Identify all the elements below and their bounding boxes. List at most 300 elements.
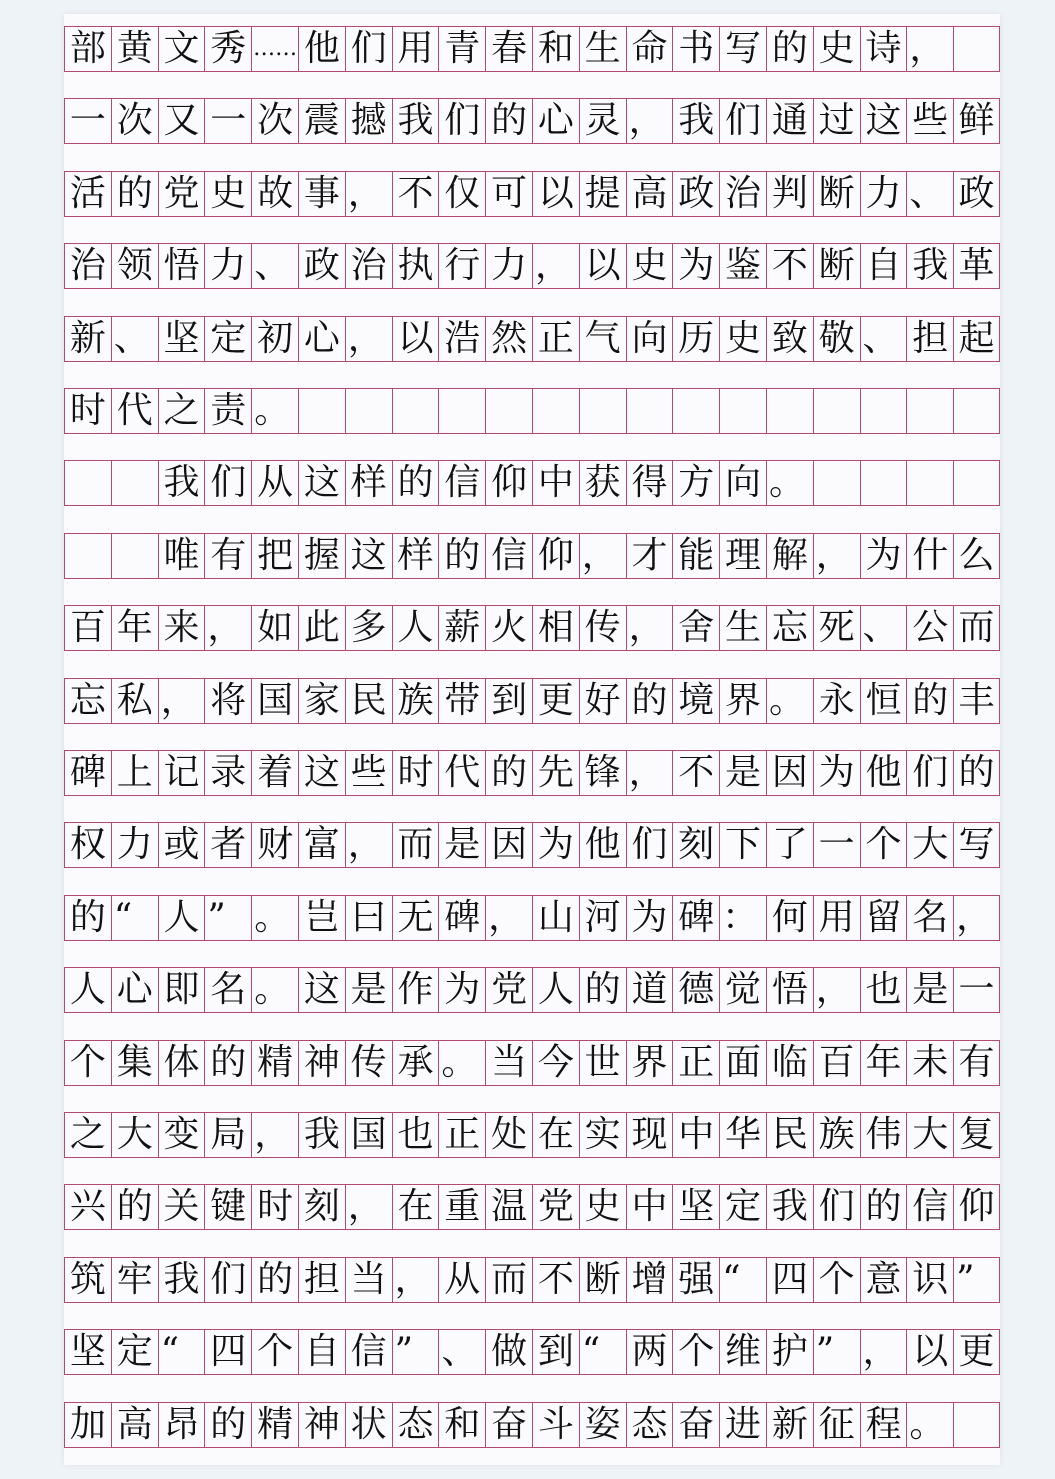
grid-cell: 正	[532, 317, 579, 361]
grid-cell: “	[158, 1330, 205, 1374]
grid-cell: 年	[111, 606, 158, 650]
grid-cell: 面	[719, 1041, 766, 1085]
grid-cell: 一	[64, 99, 111, 143]
grid-cell: 大	[906, 823, 953, 867]
grid-cell: ，	[485, 896, 532, 940]
grid-cell: 来	[158, 606, 205, 650]
grid-cell: 强	[672, 1258, 719, 1302]
grid-cell: 人	[392, 606, 439, 650]
grid-cell: 悟	[766, 968, 813, 1012]
grid-cell: 时	[64, 389, 111, 433]
grid-cell: 写	[719, 27, 766, 71]
grid-cell: 是	[345, 968, 392, 1012]
grid-cell: 实	[579, 1113, 626, 1157]
grid-cell: 们	[719, 99, 766, 143]
grid-cell: 带	[438, 679, 485, 723]
grid-cell: 从	[251, 461, 298, 505]
grid-cell: 心	[298, 317, 345, 361]
grid-cell: 正	[438, 1113, 485, 1157]
grid-cell: ，	[158, 679, 205, 723]
grid-cell: 富	[298, 823, 345, 867]
grid-cell: ，	[204, 606, 251, 650]
grid-cell: 。	[766, 461, 813, 505]
grid-cell: 代	[111, 389, 158, 433]
grid-cell: 国	[251, 679, 298, 723]
grid-cell: 握	[298, 534, 345, 578]
grid-cell: 忘	[766, 606, 813, 650]
grid-cell: 可	[485, 172, 532, 216]
grid-cell: 大	[906, 1113, 953, 1157]
grid-row	[64, 460, 1000, 506]
grid-cell: 牢	[111, 1258, 158, 1302]
grid-cell: 财	[251, 823, 298, 867]
grid-cell: 境	[672, 679, 719, 723]
grid-cell: 此	[298, 606, 345, 650]
grid-cell: 自	[860, 244, 907, 288]
grid-cell: 民	[345, 679, 392, 723]
grid-cell: 因	[485, 823, 532, 867]
grid-cell: 又	[158, 99, 205, 143]
grid-cell: 个	[251, 1330, 298, 1374]
grid-cell: 精	[251, 1041, 298, 1085]
grid-cell: 的	[111, 1185, 158, 1229]
grid-cell: 国	[345, 1113, 392, 1157]
grid-cell: 名	[906, 896, 953, 940]
grid-cell: 的	[485, 99, 532, 143]
grid-cell: ，	[953, 896, 1000, 940]
grid-cell: 复	[953, 1113, 1000, 1157]
grid-cell: ，	[345, 823, 392, 867]
grid-cell: 年	[860, 1041, 907, 1085]
grid-cell: 为	[626, 896, 673, 940]
grid-cell: 这	[298, 751, 345, 795]
grid-cell: 到	[532, 1330, 579, 1374]
grid-cell: 四	[204, 1330, 251, 1374]
grid-cell: 治	[64, 244, 111, 288]
grid-cell: 道	[626, 968, 673, 1012]
grid-cell: 悟	[158, 244, 205, 288]
grid-cell: 的	[766, 27, 813, 71]
grid-cell: 党	[158, 172, 205, 216]
grid-cell: 权	[64, 823, 111, 867]
grid-cell: 做	[485, 1330, 532, 1374]
grid-cell: 领	[111, 244, 158, 288]
grid-cell: 伟	[860, 1113, 907, 1157]
grid-cell: 程	[860, 1403, 907, 1447]
grid-cell: 或	[158, 823, 205, 867]
grid-cell: 治	[719, 172, 766, 216]
grid-cell	[719, 389, 766, 433]
grid-row	[64, 678, 1000, 724]
grid-cell: 当	[345, 1258, 392, 1302]
grid-cell: 也	[392, 1113, 439, 1157]
grid-cell: ，	[345, 317, 392, 361]
grid-cell	[111, 534, 158, 578]
grid-cell	[64, 534, 111, 578]
grid-cell: 舍	[672, 606, 719, 650]
grid-cell: 坚	[158, 317, 205, 361]
grid-cell: 传	[579, 606, 626, 650]
grid-cell: 党	[532, 1185, 579, 1229]
grid-cell: “	[719, 1258, 766, 1302]
grid-cell: 未	[906, 1041, 953, 1085]
grid-cell: 何	[766, 896, 813, 940]
grid-row	[64, 171, 1000, 217]
grid-cell: 的	[111, 172, 158, 216]
grid-cell: ，	[392, 1258, 439, 1302]
grid-cell: 私	[111, 679, 158, 723]
grid-cell: 样	[345, 461, 392, 505]
grid-cell: 坚	[672, 1185, 719, 1229]
grid-cell: 民	[766, 1113, 813, 1157]
grid-cell: 史	[204, 172, 251, 216]
grid-cell: 更	[953, 1330, 1000, 1374]
grid-cell: 们	[438, 99, 485, 143]
grid-cell: ”	[392, 1330, 439, 1374]
grid-cell: 黄	[111, 27, 158, 71]
grid-cell: 也	[860, 968, 907, 1012]
grid-cell	[860, 389, 907, 433]
grid-cell: 我	[766, 1185, 813, 1229]
grid-cell: 重	[438, 1185, 485, 1229]
grid-cell	[906, 389, 953, 433]
writing-sheet	[64, 14, 1000, 1465]
grid-cell	[298, 389, 345, 433]
grid-cell: 政	[298, 244, 345, 288]
grid-row	[64, 967, 1000, 1013]
grid-cell: 心	[532, 99, 579, 143]
grid-cell: 我	[906, 244, 953, 288]
grid-cell: 多	[345, 606, 392, 650]
grid-cell: 为	[438, 968, 485, 1012]
grid-cell: 意	[860, 1258, 907, 1302]
grid-cell: 护	[766, 1330, 813, 1374]
grid-cell: 仰	[532, 534, 579, 578]
grid-cell: 定	[111, 1330, 158, 1374]
grid-cell: 高	[626, 172, 673, 216]
grid-cell: ”	[953, 1258, 1000, 1302]
grid-cell: 政	[672, 172, 719, 216]
grid-cell: 历	[672, 317, 719, 361]
grid-cell: 山	[532, 896, 579, 940]
grid-cell: 因	[766, 751, 813, 795]
grid-cell: 的	[626, 679, 673, 723]
grid-cell: 次	[251, 99, 298, 143]
grid-cell: 向	[719, 461, 766, 505]
grid-cell	[532, 389, 579, 433]
grid-cell: 起	[953, 317, 1000, 361]
grid-cell: 信	[906, 1185, 953, 1229]
grid-cell: 这	[345, 534, 392, 578]
grid-cell: 提	[579, 172, 626, 216]
grid-cell: 部	[64, 27, 111, 71]
grid-cell: 的	[953, 751, 1000, 795]
grid-cell: 的	[251, 1258, 298, 1302]
grid-cell: 次	[111, 99, 158, 143]
grid-cell: 史	[813, 27, 860, 71]
grid-cell: 担	[906, 317, 953, 361]
grid-cell: 中	[626, 1185, 673, 1229]
grid-cell: 奋	[672, 1403, 719, 1447]
grid-cell: 薪	[438, 606, 485, 650]
grid-cell: 定	[204, 317, 251, 361]
grid-cell: 传	[345, 1041, 392, 1085]
grid-cell: 这	[298, 461, 345, 505]
grid-row	[64, 822, 1000, 868]
grid-cell: 大	[111, 1113, 158, 1157]
grid-cell: 鲜	[953, 99, 1000, 143]
grid-cell: 。	[251, 968, 298, 1012]
grid-cell: 加	[64, 1403, 111, 1447]
grid-cell: 以	[579, 244, 626, 288]
grid-cell: 些	[345, 751, 392, 795]
grid-cell: ，	[345, 172, 392, 216]
grid-cell: ”	[813, 1330, 860, 1374]
grid-cell: ，	[860, 1330, 907, 1374]
grid-cell: 书	[672, 27, 719, 71]
grid-cell: 们	[204, 461, 251, 505]
grid-cell: 百	[813, 1041, 860, 1085]
grid-cell: 震	[298, 99, 345, 143]
grid-cell: ，	[813, 968, 860, 1012]
grid-cell: 刻	[298, 1185, 345, 1229]
grid-cell: 、	[860, 606, 907, 650]
grid-cell: 。	[251, 389, 298, 433]
grid-cell: 有	[953, 1041, 1000, 1085]
grid-cell: 我	[672, 99, 719, 143]
grid-cell: 、	[860, 317, 907, 361]
grid-cell: 族	[392, 679, 439, 723]
grid-cell: 、	[438, 1330, 485, 1374]
grid-cell: 到	[485, 679, 532, 723]
grid-cell: 如	[251, 606, 298, 650]
grid-cell	[579, 389, 626, 433]
grid-cell: 什	[906, 534, 953, 578]
grid-cell: 态	[392, 1403, 439, 1447]
grid-cell: 行	[438, 244, 485, 288]
grid-cell: 处	[485, 1113, 532, 1157]
grid-cell: 的	[204, 1403, 251, 1447]
grid-cell: 为	[860, 534, 907, 578]
grid-cell: 仰	[953, 1185, 1000, 1229]
grid-cell: 在	[392, 1185, 439, 1229]
grid-cell: 者	[204, 823, 251, 867]
grid-cell: 。	[438, 1041, 485, 1085]
grid-cell: 秀	[204, 27, 251, 71]
grid-cell: 录	[204, 751, 251, 795]
grid-cell: 、	[111, 317, 158, 361]
grid-cell	[438, 389, 485, 433]
grid-cell: 不	[532, 1258, 579, 1302]
grid-cell: 而	[485, 1258, 532, 1302]
grid-cell	[953, 27, 1000, 71]
grid-cell: 定	[719, 1185, 766, 1229]
grid-cell: 维	[719, 1330, 766, 1374]
grid-cell: 将	[204, 679, 251, 723]
grid-cell: 些	[906, 99, 953, 143]
grid-cell: ……	[251, 27, 298, 71]
grid-cell: 心	[111, 968, 158, 1012]
grid-cell: 。	[251, 896, 298, 940]
grid-cell: 筑	[64, 1258, 111, 1302]
grid-cell: 温	[485, 1185, 532, 1229]
grid-cell: 岂	[298, 896, 345, 940]
grid-cell: ，	[626, 751, 673, 795]
grid-cell: 忘	[64, 679, 111, 723]
grid-cell: 新	[64, 317, 111, 361]
grid-cell: 能	[672, 534, 719, 578]
grid-cell: 判	[766, 172, 813, 216]
grid-cell: 先	[532, 751, 579, 795]
grid-cell: 史	[626, 244, 673, 288]
grid-cell: 我	[298, 1113, 345, 1157]
grid-cell: 着	[251, 751, 298, 795]
grid-row	[64, 605, 1000, 651]
grid-row	[64, 26, 1000, 72]
grid-cell: 人	[158, 896, 205, 940]
grid-cell: 的	[906, 679, 953, 723]
grid-cell: 信	[438, 461, 485, 505]
grid-cell: 政	[953, 172, 1000, 216]
grid-cell	[766, 389, 813, 433]
grid-row	[64, 98, 1000, 144]
grid-cell: 一	[813, 823, 860, 867]
grid-cell: 们	[813, 1185, 860, 1229]
grid-cell: 刻	[672, 823, 719, 867]
grid-cell: 生	[719, 606, 766, 650]
grid-cell: 通	[766, 99, 813, 143]
grid-cell: 之	[64, 1113, 111, 1157]
grid-cell: 临	[766, 1041, 813, 1085]
grid-cell: 精	[251, 1403, 298, 1447]
grid-cell: 家	[298, 679, 345, 723]
grid-cell: 作	[392, 968, 439, 1012]
grid-cell	[813, 461, 860, 505]
grid-cell: 为	[813, 751, 860, 795]
grid-cell: ，	[626, 606, 673, 650]
grid-cell: 浩	[438, 317, 485, 361]
grid-cell: 一	[953, 968, 1000, 1012]
grid-cell: 气	[579, 317, 626, 361]
grid-cell: 不	[672, 751, 719, 795]
grid-cell: 写	[953, 823, 1000, 867]
grid-cell: 责	[204, 389, 251, 433]
grid-cell: ，	[251, 1113, 298, 1157]
grid-cell: 键	[204, 1185, 251, 1229]
grid-cell: 活	[64, 172, 111, 216]
grid-cell: 的	[64, 896, 111, 940]
grid-cell: 的	[204, 1041, 251, 1085]
grid-cell: 们	[906, 751, 953, 795]
grid-cell: 信	[345, 1330, 392, 1374]
grid-cell: ”	[204, 896, 251, 940]
grid-cell: ，	[813, 534, 860, 578]
grid-cell: 无	[392, 896, 439, 940]
grid-cell: 觉	[719, 968, 766, 1012]
grid-cell: 力	[860, 172, 907, 216]
grid-cell: 了	[766, 823, 813, 867]
grid-row	[64, 750, 1000, 796]
grid-cell: 初	[251, 317, 298, 361]
grid-cell: 的	[438, 534, 485, 578]
grid-cell: 代	[438, 751, 485, 795]
grid-cell: 锋	[579, 751, 626, 795]
grid-cell: 华	[719, 1113, 766, 1157]
grid-cell: 向	[626, 317, 673, 361]
grid-cell: 、	[251, 244, 298, 288]
grid-cell	[345, 389, 392, 433]
grid-cell: 得	[626, 461, 673, 505]
grid-cell: 征	[813, 1403, 860, 1447]
grid-cell: 诗	[860, 27, 907, 71]
grid-cell	[111, 461, 158, 505]
grid-cell: 和	[438, 1403, 485, 1447]
grid-cell	[64, 461, 111, 505]
grid-cell: 界	[626, 1041, 673, 1085]
grid-cell	[906, 461, 953, 505]
grid-cell: 相	[532, 606, 579, 650]
grid-cell: 们	[204, 1258, 251, 1302]
grid-cell: 不	[392, 172, 439, 216]
grid-cell: 过	[813, 99, 860, 143]
grid-cell	[813, 389, 860, 433]
grid-cell: 文	[158, 27, 205, 71]
grid-cell: 局	[204, 1113, 251, 1157]
grid-cell: 碑	[64, 751, 111, 795]
grid-cell: ，	[345, 1185, 392, 1229]
grid-cell: 死	[813, 606, 860, 650]
grid-cell: 而	[953, 606, 1000, 650]
grid-cell: 。	[906, 1403, 953, 1447]
grid-cell: 即	[158, 968, 205, 1012]
grid-cell: 断	[579, 1258, 626, 1302]
grid-cell: 信	[485, 534, 532, 578]
grid-cell: 获	[579, 461, 626, 505]
grid-row	[64, 1040, 1000, 1086]
grid-cell: 之	[158, 389, 205, 433]
grid-cell: 解	[766, 534, 813, 578]
grid-row	[64, 1402, 1000, 1448]
grid-cell: 在	[532, 1113, 579, 1157]
grid-cell	[626, 389, 673, 433]
grid-cell: 力	[485, 244, 532, 288]
grid-cell	[672, 389, 719, 433]
grid-cell: 现	[626, 1113, 673, 1157]
grid-cell: 以	[392, 317, 439, 361]
grid-cell: 仰	[485, 461, 532, 505]
grid-cell: 时	[392, 751, 439, 795]
grid-cell: 增	[626, 1258, 673, 1302]
grid-cell: 个	[813, 1258, 860, 1302]
grid-cell: 担	[298, 1258, 345, 1302]
grid-cell: 把	[251, 534, 298, 578]
grid-cell: 他	[860, 751, 907, 795]
grid-cell: 高	[111, 1403, 158, 1447]
grid-cell: 当	[485, 1041, 532, 1085]
grid-cell: 的	[392, 461, 439, 505]
grid-row	[64, 1112, 1000, 1158]
grid-cell: 青	[438, 27, 485, 71]
grid-cell: 德	[672, 968, 719, 1012]
grid-row	[64, 388, 1000, 434]
grid-cell: 力	[204, 244, 251, 288]
grid-cell: 以	[532, 172, 579, 216]
grid-cell: 态	[626, 1403, 673, 1447]
grid-cell: 姿	[579, 1403, 626, 1447]
grid-cell: 中	[672, 1113, 719, 1157]
grid-cell: 为	[532, 823, 579, 867]
grid-row	[64, 1184, 1000, 1230]
